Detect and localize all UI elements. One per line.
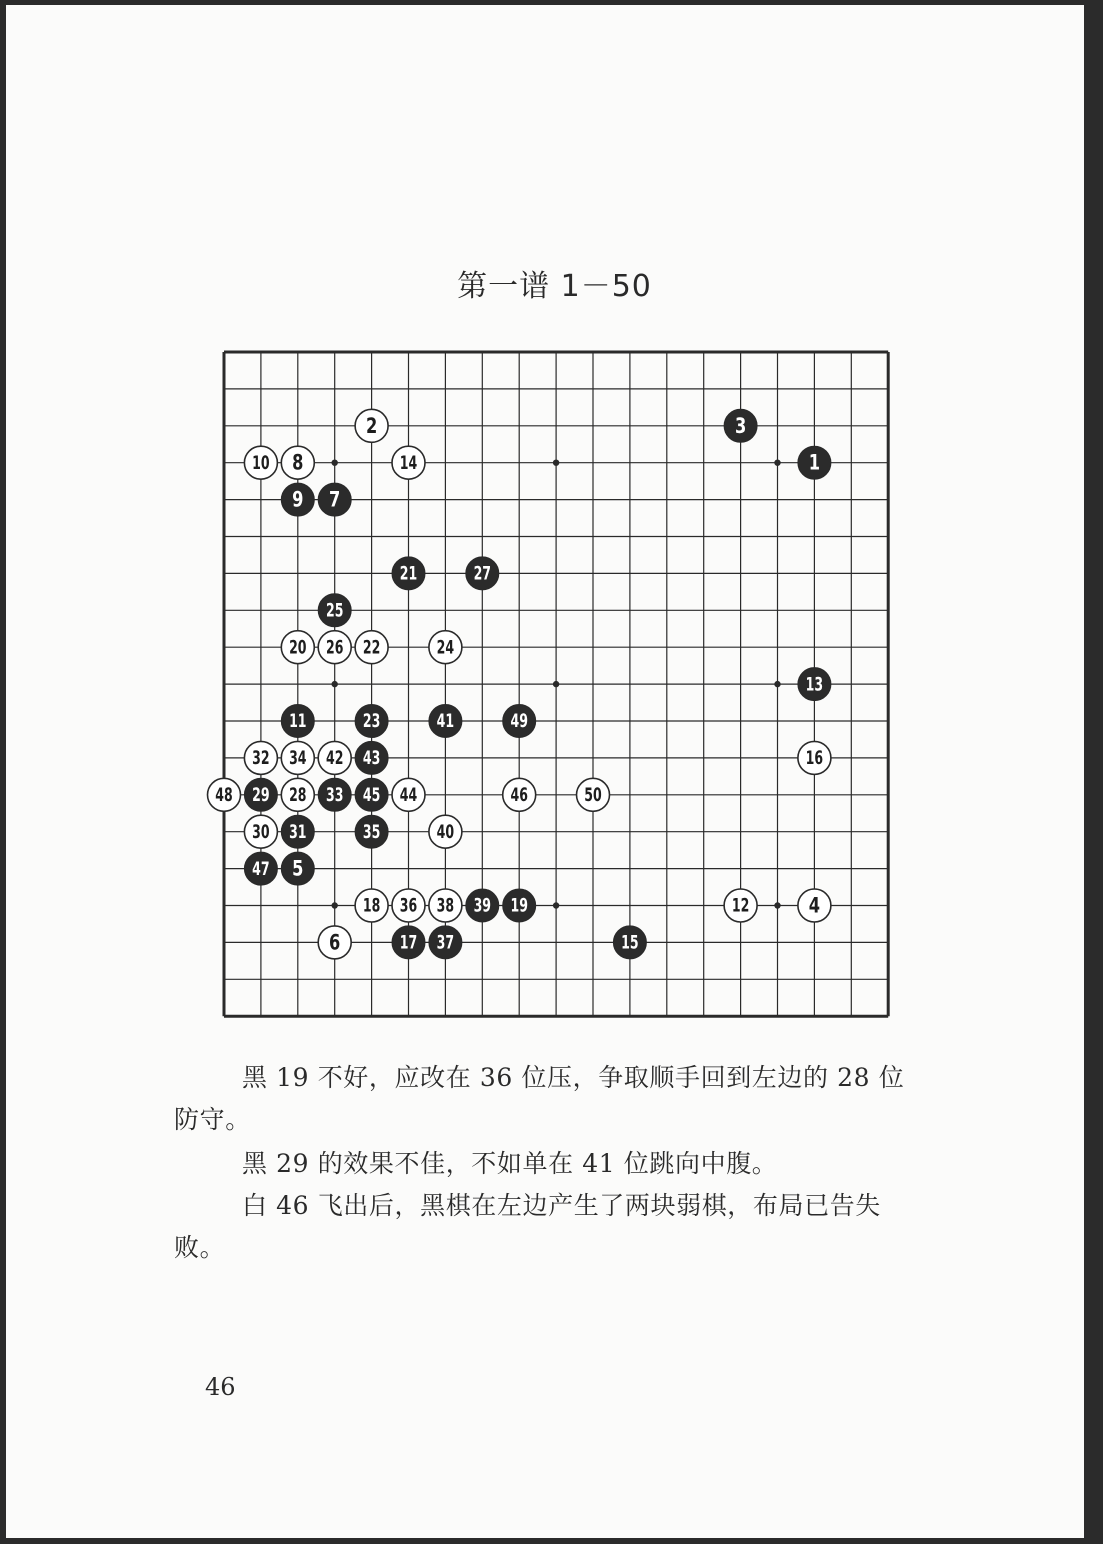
white-stone-20 bbox=[281, 631, 314, 664]
white-stone-6 bbox=[318, 926, 351, 959]
black-stone-3 bbox=[724, 409, 757, 442]
black-stone-45 bbox=[355, 778, 388, 811]
black-stone-43 bbox=[355, 741, 388, 774]
stone-number: 4 bbox=[808, 893, 821, 918]
white-stone-16 bbox=[798, 741, 831, 774]
white-stone-36 bbox=[392, 889, 425, 922]
black-stone-29 bbox=[244, 778, 277, 811]
commentary-paragraph-3: 白 46 飞出后，黑棋在左边产生了两块弱棋，布局已告失败。 bbox=[174, 1191, 881, 1262]
star-point bbox=[553, 902, 559, 908]
star-point bbox=[774, 681, 780, 687]
stone-number: 21 bbox=[399, 562, 418, 585]
page-number: 46 bbox=[205, 1373, 236, 1401]
stone-number: 10 bbox=[252, 451, 270, 474]
go-board bbox=[215, 346, 898, 1018]
stone-number: 18 bbox=[362, 894, 381, 917]
stone-number: 26 bbox=[325, 636, 344, 659]
stone-number: 29 bbox=[252, 783, 270, 806]
black-stone-49 bbox=[503, 705, 536, 738]
star-point bbox=[553, 460, 559, 466]
stone-number: 36 bbox=[399, 894, 418, 917]
stone-number: 9 bbox=[292, 487, 304, 513]
stone-number: 37 bbox=[436, 931, 455, 954]
stone-number: 3 bbox=[734, 413, 747, 439]
white-stone-32 bbox=[244, 741, 277, 774]
star-point bbox=[332, 681, 338, 687]
commentary-paragraph-1: 黑 19 不好，应改在 36 位压，争取顺手回到左边的 28 位防守。 bbox=[174, 1063, 905, 1134]
stone-number: 50 bbox=[584, 783, 602, 806]
stone-number: 35 bbox=[362, 820, 381, 843]
black-stone-35 bbox=[355, 815, 388, 848]
white-stone-34 bbox=[281, 741, 314, 774]
black-stone-19 bbox=[503, 889, 536, 922]
stone-number: 45 bbox=[362, 783, 381, 806]
stone-number: 17 bbox=[399, 931, 418, 954]
white-stone-18 bbox=[355, 889, 388, 922]
black-stone-15 bbox=[613, 926, 646, 959]
white-stone-46 bbox=[503, 778, 536, 811]
stone-number: 34 bbox=[289, 747, 307, 769]
stone-number: 2 bbox=[365, 413, 378, 439]
diagram-title: 第一谱 1－50 bbox=[457, 269, 652, 304]
white-stone-8 bbox=[281, 446, 314, 479]
stone-number: 48 bbox=[215, 783, 233, 806]
stone-number: 39 bbox=[473, 894, 492, 917]
white-stone-24 bbox=[429, 631, 462, 664]
white-stone-12 bbox=[724, 889, 757, 922]
black-stone-5 bbox=[281, 852, 314, 885]
white-stone-40 bbox=[429, 815, 462, 848]
star-point bbox=[774, 460, 780, 466]
stone-number: 30 bbox=[252, 820, 270, 843]
black-stone-17 bbox=[392, 926, 425, 959]
star-point bbox=[332, 902, 338, 908]
white-stone-4 bbox=[798, 889, 831, 922]
stone-number: 6 bbox=[329, 930, 341, 955]
stone-number: 47 bbox=[252, 857, 270, 880]
stone-number: 23 bbox=[362, 710, 381, 732]
white-stone-38 bbox=[429, 889, 462, 922]
stone-number: 25 bbox=[325, 599, 344, 622]
stone-number: 8 bbox=[292, 450, 304, 476]
black-stone-1 bbox=[798, 446, 831, 479]
black-stone-25 bbox=[318, 594, 351, 627]
star-point bbox=[332, 460, 338, 466]
white-stone-26 bbox=[318, 631, 351, 664]
stone-number: 22 bbox=[362, 636, 381, 659]
stone-number: 7 bbox=[329, 487, 341, 513]
black-stone-23 bbox=[355, 705, 388, 738]
white-stone-50 bbox=[577, 778, 610, 811]
stone-number: 1 bbox=[808, 450, 821, 476]
star-point bbox=[774, 902, 780, 908]
white-stone-14 bbox=[392, 446, 425, 479]
white-stone-10 bbox=[244, 446, 277, 479]
white-stone-28 bbox=[281, 778, 314, 811]
stone-number: 38 bbox=[436, 894, 455, 917]
black-stone-33 bbox=[318, 778, 351, 811]
black-stone-13 bbox=[798, 668, 831, 701]
stone-number: 14 bbox=[399, 451, 418, 474]
star-point bbox=[553, 681, 559, 687]
stone-number: 19 bbox=[510, 894, 528, 917]
stone-number: 15 bbox=[621, 931, 639, 954]
stone-number: 12 bbox=[731, 894, 750, 917]
book-page bbox=[6, 5, 1084, 1538]
stone-number: 44 bbox=[399, 783, 418, 806]
stone-number: 32 bbox=[252, 747, 270, 769]
stone-number: 42 bbox=[325, 747, 344, 769]
white-stone-48 bbox=[208, 778, 241, 811]
stone-number: 33 bbox=[325, 783, 344, 806]
white-stone-30 bbox=[244, 815, 277, 848]
stone-number: 20 bbox=[289, 636, 307, 659]
white-stone-22 bbox=[355, 631, 388, 664]
black-stone-39 bbox=[466, 889, 499, 922]
stone-number: 28 bbox=[289, 783, 307, 806]
black-stone-9 bbox=[281, 483, 314, 516]
black-stone-7 bbox=[318, 483, 351, 516]
stone-number: 11 bbox=[289, 710, 307, 732]
commentary-paragraph-2: 黑 29 的效果不佳，不如单在 41 位跳向中腹。 bbox=[242, 1149, 778, 1178]
stone-number: 46 bbox=[510, 783, 528, 806]
stone-number: 43 bbox=[362, 747, 381, 769]
stone-number: 49 bbox=[510, 710, 528, 732]
stone-number: 41 bbox=[436, 710, 455, 732]
go-board-svg bbox=[215, 346, 898, 1018]
black-stone-31 bbox=[281, 815, 314, 848]
white-stone-42 bbox=[318, 741, 351, 774]
stone-number: 24 bbox=[436, 636, 455, 659]
stone-number: 40 bbox=[436, 820, 455, 843]
stone-number: 16 bbox=[805, 747, 824, 769]
black-stone-47 bbox=[244, 852, 277, 885]
black-stone-37 bbox=[429, 926, 462, 959]
stone-number: 27 bbox=[473, 562, 492, 585]
stone-number: 31 bbox=[289, 820, 307, 843]
white-stone-2 bbox=[355, 409, 388, 442]
black-stone-27 bbox=[466, 557, 499, 590]
black-stone-41 bbox=[429, 705, 462, 738]
stone-number: 13 bbox=[805, 673, 824, 695]
stone-number: 5 bbox=[292, 856, 304, 882]
white-stone-44 bbox=[392, 778, 425, 811]
black-stone-11 bbox=[281, 705, 314, 738]
black-stone-21 bbox=[392, 557, 425, 590]
